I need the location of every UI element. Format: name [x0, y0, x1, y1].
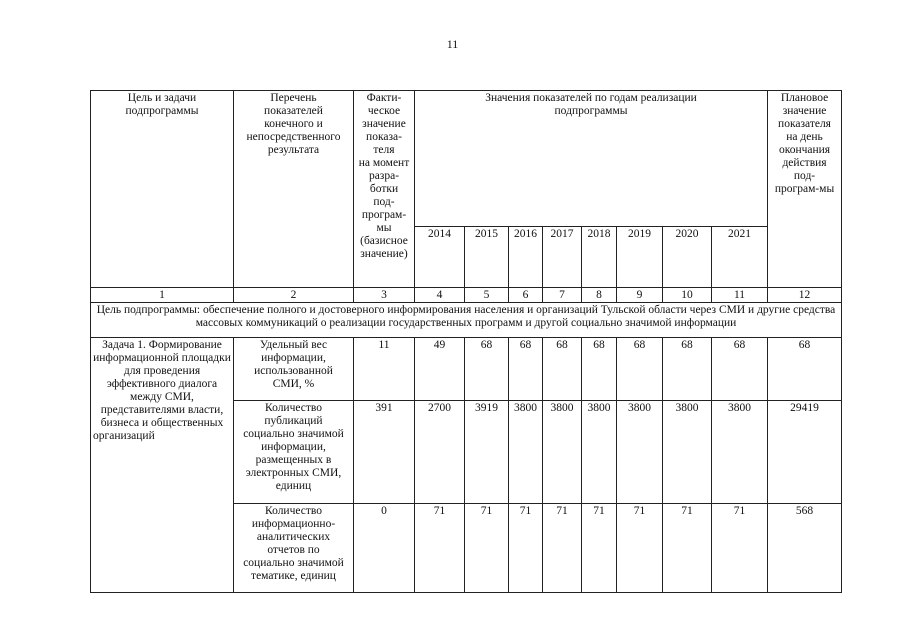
- year-header: 2018: [582, 227, 617, 288]
- year-header: 2017: [543, 227, 582, 288]
- year-value: 71: [465, 504, 509, 593]
- year-value: 68: [617, 338, 663, 401]
- year-value: 71: [415, 504, 465, 593]
- column-number: 11: [712, 288, 768, 303]
- year-value: 71: [663, 504, 712, 593]
- base-value: 391: [354, 401, 415, 504]
- column-number: 9: [617, 288, 663, 303]
- column-number: 4: [415, 288, 465, 303]
- year-header: 2021: [712, 227, 768, 288]
- header-actual-value: Факти- ческое значение показа- теля на момент разра- ботки под- програм- мы (базисное значение): [354, 91, 415, 288]
- column-number: 8: [582, 288, 617, 303]
- column-number: 10: [663, 288, 712, 303]
- base-value: 0: [354, 504, 415, 593]
- year-value: 71: [509, 504, 543, 593]
- year-value: 71: [543, 504, 582, 593]
- year-value: 68: [465, 338, 509, 401]
- year-value: 68: [509, 338, 543, 401]
- year-header: 2014: [415, 227, 465, 288]
- year-value: 3800: [617, 401, 663, 504]
- year-value: 3800: [712, 401, 768, 504]
- indicator-name: Удельный вес информации, использованной СМИ, %: [234, 338, 354, 401]
- year-header: 2016: [509, 227, 543, 288]
- column-number: 12: [768, 288, 842, 303]
- year-value: 68: [712, 338, 768, 401]
- header-years-group: Значения показателей по годам реализации подпрограммы: [415, 91, 768, 227]
- column-number: 7: [543, 288, 582, 303]
- column-number: 1: [91, 288, 234, 303]
- year-value: 71: [617, 504, 663, 593]
- year-value: 68: [663, 338, 712, 401]
- indicators-table: [90, 90, 842, 593]
- planned-value: 29419: [768, 401, 842, 504]
- column-number: 2: [234, 288, 354, 303]
- year-value: 68: [582, 338, 617, 401]
- year-value: 2700: [415, 401, 465, 504]
- header-indicators: Перечень показателей конечного и непосредственного результата: [234, 91, 354, 288]
- year-value: 3800: [509, 401, 543, 504]
- year-value: 68: [543, 338, 582, 401]
- year-value: 3919: [465, 401, 509, 504]
- column-number: 3: [354, 288, 415, 303]
- year-value: 3800: [582, 401, 617, 504]
- header-goals: Цель и задачи подпрограммы: [91, 91, 234, 288]
- year-value: 49: [415, 338, 465, 401]
- column-number: 5: [465, 288, 509, 303]
- year-header: 2020: [663, 227, 712, 288]
- header-planned-value: Плановое значение показателя на день окончания действия под- програм-мы: [768, 91, 842, 288]
- year-value: 3800: [663, 401, 712, 504]
- indicator-name: Количество публикаций социально значимой информации, размещенных в электронных СМИ, единиц: [234, 401, 354, 504]
- column-number: 6: [509, 288, 543, 303]
- planned-value: 68: [768, 338, 842, 401]
- year-header: 2019: [617, 227, 663, 288]
- year-value: 71: [582, 504, 617, 593]
- base-value: 11: [354, 338, 415, 401]
- year-header: 2015: [465, 227, 509, 288]
- task-cell: Задача 1. Формирование информационной площадки для проведения эффективного диалога между СМИ, представителями власти, бизнеса и общественных организаций: [91, 338, 234, 593]
- year-value: 3800: [543, 401, 582, 504]
- page-number: 11: [446, 37, 459, 51]
- year-value: 71: [712, 504, 768, 593]
- goal-row: Цель подпрограммы: обеспечение полного и достоверного информирования населения и организаций Тульской области через СМИ и другие средства массовых коммуникаций о реализации государственных программ и другой социально значимой информации: [91, 303, 842, 338]
- indicator-name: Количество информационно- аналитических отчетов по социально значимой тематике, единиц: [234, 504, 354, 593]
- planned-value: 568: [768, 504, 842, 593]
